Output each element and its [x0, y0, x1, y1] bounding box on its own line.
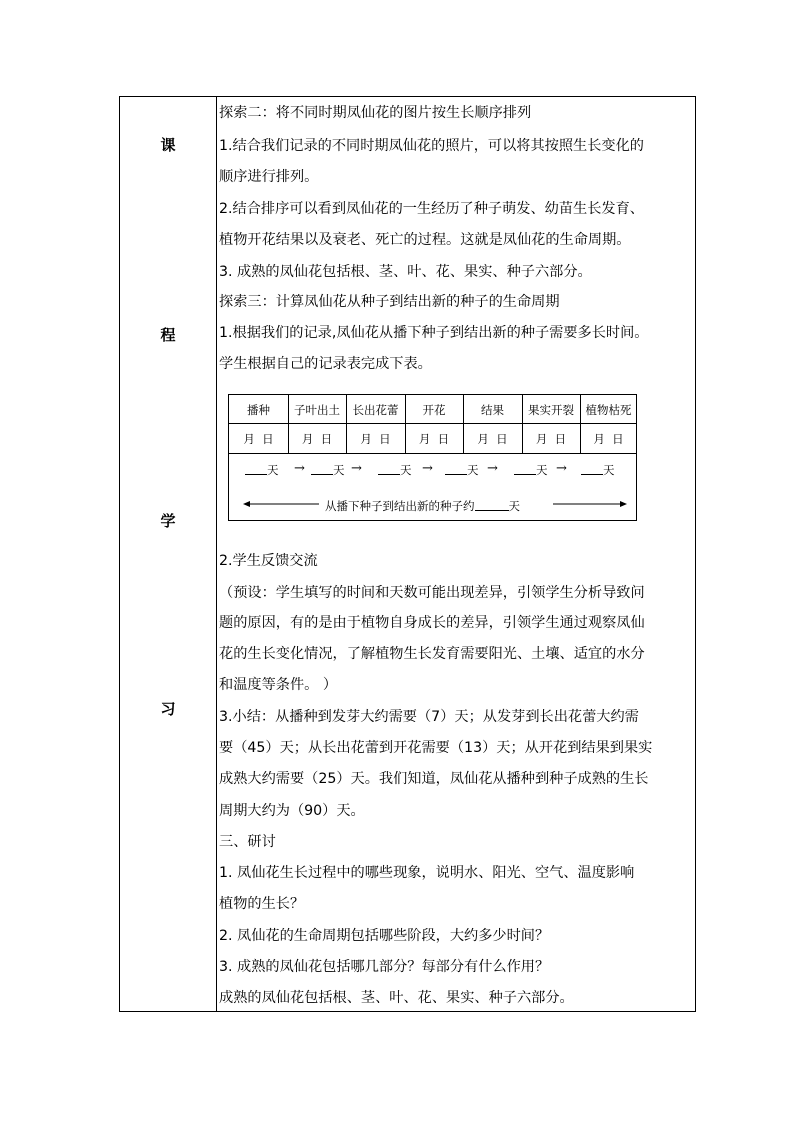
side-label-xue: 学: [160, 512, 176, 530]
blank-line: [581, 464, 603, 475]
blank-line: [311, 464, 333, 475]
side-label-ke: 课: [160, 136, 176, 154]
text-line: 学生根据自己的记录表完成下表。: [219, 356, 432, 372]
text-line: 探索二：将不同时期凤仙花的图片按生长顺序排列: [219, 105, 532, 121]
arrow-icon: →: [351, 461, 362, 476]
row-divider: [229, 423, 636, 424]
days-blank: [514, 462, 548, 478]
growth-record-table: [228, 394, 637, 521]
arrow-icon: →: [487, 461, 498, 476]
lesson-content: [217, 97, 695, 1011]
date-cell: 月 日: [301, 432, 333, 446]
text-line: 成熟大约需要（25）天。我们知道，凤仙花从播种到种子成熟的生长: [219, 771, 649, 787]
text-line: 2.结合排序可以看到凤仙花的一生经历了种子萌发、幼苗生长发育、: [219, 201, 644, 217]
header-cell: 开花: [422, 403, 446, 417]
right-span-arrow-icon: [553, 499, 627, 509]
day-unit: 天: [603, 463, 615, 477]
days-blank: [245, 462, 279, 478]
header-cell: 播种: [247, 403, 270, 417]
date-cell: 月 日: [243, 432, 274, 446]
total-duration-label: [325, 498, 520, 514]
arrow-icon: →: [556, 461, 567, 476]
date-cell: 月 日: [360, 432, 391, 446]
text-line: 三、研讨: [219, 834, 276, 850]
text-line: 和温度等条件。 ）: [219, 677, 338, 693]
arrow-icon: →: [422, 461, 433, 476]
text-line: （预设：学生填写的时间和天数可能出现差异，引领学生分析导致问: [219, 585, 645, 601]
total-label-unit: 天: [508, 499, 520, 513]
date-cell: 月 日: [418, 432, 450, 446]
day-unit: 天: [400, 463, 412, 477]
day-unit: 天: [536, 463, 548, 477]
text-line: 3. 成熟的凤仙花包括哪几部分？每部分有什么作用？: [219, 959, 550, 975]
blank-line: [475, 500, 509, 511]
date-cell: 月 日: [477, 432, 508, 446]
text-line: 3.小结：从播种到发芽大约需要（7）天；从发芽到长出花蕾大约需: [219, 709, 639, 725]
header-cell: 果实开裂: [528, 403, 574, 417]
text-line: 顺序进行排列。: [219, 169, 319, 185]
header-cell: 子叶出土: [294, 403, 340, 417]
days-blank: [445, 462, 479, 478]
text-line: 1.结合我们记录的不同时期凤仙花的照片，可以将其按照生长变化的: [219, 138, 644, 154]
date-cell: 月 日: [535, 432, 567, 446]
text-line: 植物的生长？: [219, 896, 305, 912]
text-line: 题的原因，有的是由于植物自身成长的差异，引领学生通过观察凤仙: [219, 615, 645, 631]
text-line: 花的生长变化情况，了解植物生长发育需要阳光、土壤、适宜的水分: [219, 646, 645, 662]
days-blank: [378, 462, 412, 478]
date-cell: 月 日: [593, 432, 624, 446]
total-label-text: 从播下种子到结出新的种子约: [325, 499, 475, 513]
blank-line: [245, 464, 267, 475]
header-cell: 植物枯死: [585, 403, 632, 417]
header-cell: 结果: [481, 403, 504, 417]
blank-line: [378, 464, 400, 475]
text-line: 2.学生反馈交流: [219, 553, 318, 569]
text-line: 成熟的凤仙花包括根、茎、叶、花、果实、种子六部分。: [219, 990, 574, 1006]
text-line: 要（45）天；从长出花蕾到开花需要（13）天；从开花到结果到果实: [219, 740, 653, 756]
side-label-cheng: 程: [160, 326, 176, 344]
side-label-xi: 习: [160, 700, 176, 718]
text-line: 1. 凤仙花生长过程中的哪些现象，说明水、阳光、空气、温度影响: [219, 865, 635, 881]
text-line: 探索三：计算凤仙花从种子到结出新的种子的生命周期: [219, 294, 560, 310]
text-line: 周期大约为（90）天。: [219, 803, 365, 819]
days-blank: [581, 462, 615, 478]
blank-line: [514, 464, 536, 475]
days-blank: [311, 462, 345, 478]
text-line: 1.根据我们的记录,凤仙花从播下种子到结出新的种子需要多长时间。: [219, 325, 649, 341]
left-span-arrow-icon: [243, 499, 319, 509]
header-cell: 长出花蕾: [352, 403, 399, 417]
text-line: 2. 凤仙花的生命周期包括哪些阶段，大约多少时间？: [219, 928, 550, 944]
text-line: 植物开花结果以及衰老、死亡的过程。这就是凤仙花的生命周期。: [219, 232, 631, 248]
day-unit: 天: [467, 463, 479, 477]
text-line: 3. 成熟的凤仙花包括根、茎、叶、花、果实、种子六部分。: [219, 264, 592, 280]
lesson-table: [119, 96, 696, 1012]
day-unit: 天: [333, 463, 345, 477]
day-unit: 天: [267, 463, 279, 477]
arrow-icon: →: [294, 461, 305, 476]
row-divider: [229, 453, 636, 454]
blank-line: [445, 464, 467, 475]
